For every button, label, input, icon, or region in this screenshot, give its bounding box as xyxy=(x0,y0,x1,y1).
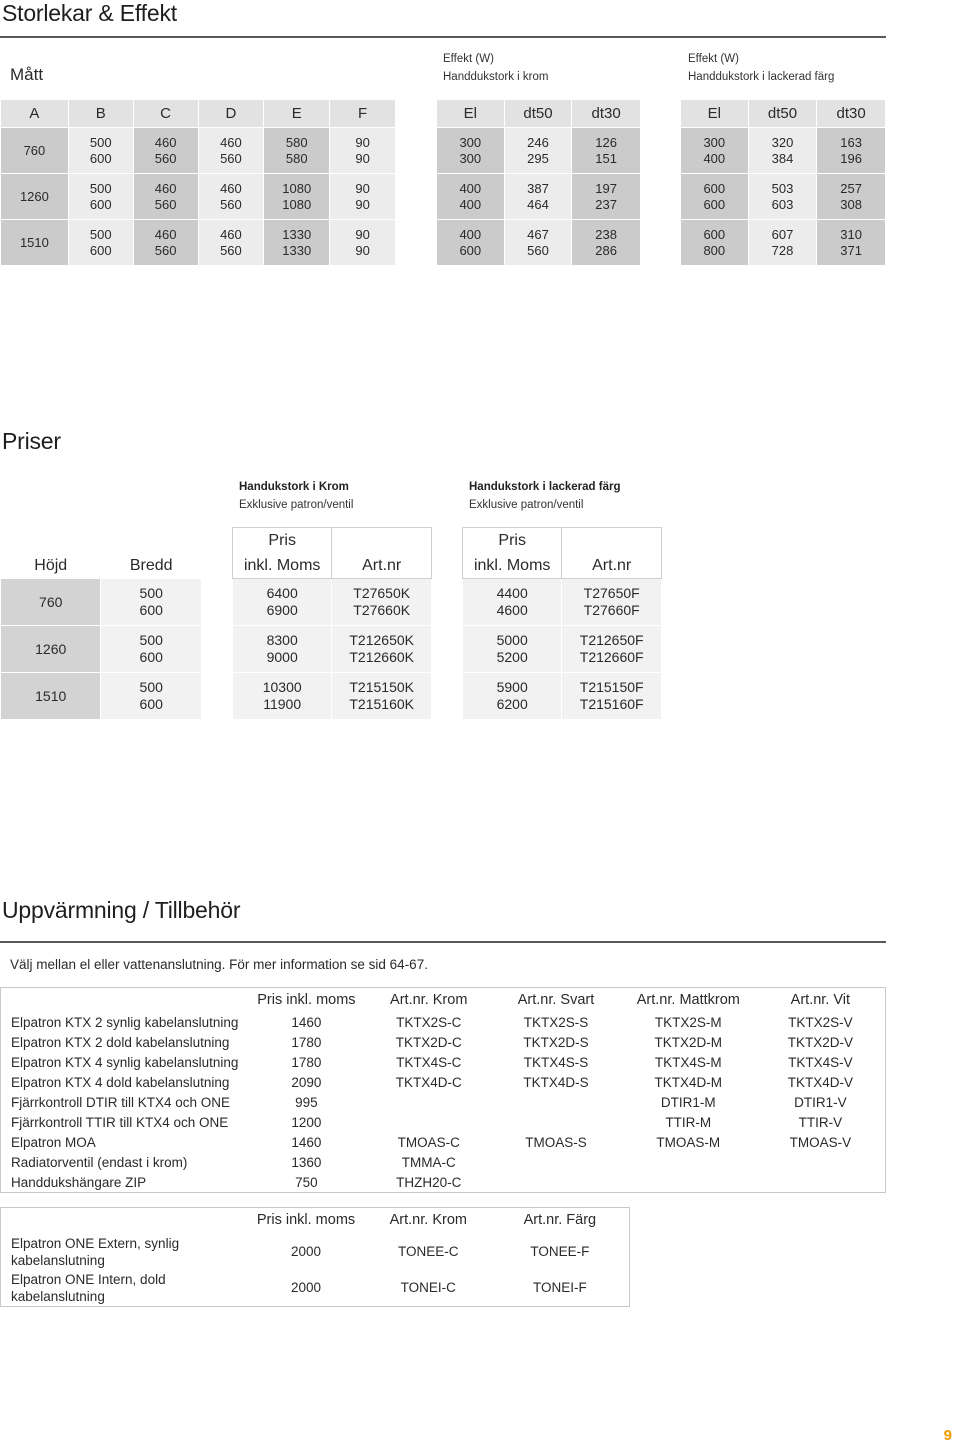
effekt-cell: 600 800 xyxy=(681,220,749,266)
dims-cell: 90 90 xyxy=(330,220,396,266)
effekt-cell: 503 603 xyxy=(748,174,817,220)
dims-table xyxy=(0,99,396,266)
bredd-cell: 500 600 xyxy=(101,673,202,720)
effekt-cell: 300 400 xyxy=(681,128,749,174)
effekt-cell: 126 151 xyxy=(572,128,641,174)
effekt-cell: 257 308 xyxy=(817,174,886,220)
one-header: Art.nr. Färg xyxy=(523,1212,597,1229)
effekt-cell: 238 286 xyxy=(572,220,641,266)
dims-label: Mått xyxy=(10,65,44,84)
hojd-cell: 1510 xyxy=(1,673,101,720)
dims-cell: 500 600 xyxy=(68,128,133,174)
table-row xyxy=(463,579,662,626)
dims-header: F xyxy=(330,100,396,128)
pris-cell: 10300 11900 xyxy=(233,673,332,720)
table-row: Handdukshängare ZIP 750 THZH20-C xyxy=(11,1174,462,1190)
hojd-cell: 1260 xyxy=(1,626,101,673)
effekt-cell: 400 600 xyxy=(437,220,505,266)
pris-cell: 4400 4600 xyxy=(463,579,562,626)
effekt-cell: 400 400 xyxy=(437,174,505,220)
artnr-header: Art.nr xyxy=(562,528,662,579)
effekt-cell: 310 371 xyxy=(817,220,886,266)
price-size-table xyxy=(0,527,202,720)
section-divider xyxy=(0,36,886,38)
table-row xyxy=(1,673,202,720)
section-divider xyxy=(0,941,886,943)
dims-cell: 460 560 xyxy=(133,174,198,220)
effekt-krom-line2: Handdukstork i krom xyxy=(443,71,549,83)
table-row: Elpatron KTX 2 synlig kabelanslutning 1460 TKTX2S-C TKTX2S-S TKTX2S-M TKTX2S-V xyxy=(11,1014,853,1030)
table-row: Fjärrkontroll DTIR till KTX4 och ONE 995 DTIR1-M DTIR1-V xyxy=(11,1094,847,1110)
dims-cell: 1330 1330 xyxy=(264,220,330,266)
effekt-cell: 246 295 xyxy=(504,128,572,174)
table-row xyxy=(233,626,432,673)
pris-header: Pris inkl. Moms xyxy=(233,528,332,579)
artnr-header: Art.nr xyxy=(332,528,432,579)
artnr-cell: T27650F T27660F xyxy=(562,579,662,626)
dims-cell: 460 560 xyxy=(198,174,264,220)
pris-header: Pris inkl. Moms xyxy=(463,528,562,579)
table-row xyxy=(233,579,432,626)
effekt-lack-header xyxy=(688,50,834,86)
dims-cell: 500 600 xyxy=(68,220,133,266)
table-row: Fjärrkontroll TTIR till KTX4 och ONE 1200 TTIR-M TTIR-V xyxy=(11,1114,843,1130)
effekt-lack-line2: Handdukstork i lackerad färg xyxy=(688,71,835,83)
price-krom-header xyxy=(239,478,353,514)
price-lack-sub: Exklusive patron/ventil xyxy=(469,499,584,511)
table-row xyxy=(233,673,432,720)
acc-header: Art.nr. Krom xyxy=(390,992,468,1008)
effekt-krom-line1: Effekt (W) xyxy=(443,53,494,65)
effekt-header: dt30 xyxy=(817,100,886,128)
effekt-cell: 387 464 xyxy=(504,174,572,220)
dims-header: E xyxy=(264,100,330,128)
table-row xyxy=(1,174,396,220)
effekt-cell: 163 196 xyxy=(817,128,886,174)
one-header: Pris inkl. moms xyxy=(256,1212,356,1229)
dims-header: A xyxy=(1,100,69,128)
dims-a: 760 xyxy=(1,128,69,174)
price-lack-header xyxy=(469,478,620,514)
table-row xyxy=(1,128,396,174)
artnr-cell: T27650K T27660K xyxy=(332,579,432,626)
dims-cell: 90 90 xyxy=(330,128,396,174)
dims-cell: 460 560 xyxy=(133,220,198,266)
acc-header: Pris inkl. moms xyxy=(257,992,356,1008)
effekt-lack-table xyxy=(680,99,886,266)
effekt-cell: 320 384 xyxy=(748,128,817,174)
dims-header: C xyxy=(133,100,198,128)
effekt-header: dt30 xyxy=(572,100,641,128)
hojd-cell: 760 xyxy=(1,579,101,626)
price-krom-title: Handukstork i Krom xyxy=(239,481,349,493)
acc-header: Art.nr. Vit xyxy=(790,992,851,1008)
dims-header: D xyxy=(198,100,264,128)
page-number: 9 xyxy=(943,1427,952,1444)
effekt-header: dt50 xyxy=(504,100,572,128)
table-row xyxy=(463,626,662,673)
table-row: Elpatron ONE Extern, synlig kabelanslutning 2000 TONEE-C TONEE-F xyxy=(11,1235,590,1268)
dims-cell: 460 560 xyxy=(133,128,198,174)
effekt-cell: 467 560 xyxy=(504,220,572,266)
one-header: Art.nr. Krom xyxy=(389,1212,467,1229)
section-title-prices: Priser xyxy=(2,428,61,454)
dims-cell: 460 560 xyxy=(198,128,264,174)
pris-cell: 8300 9000 xyxy=(233,626,332,673)
dims-cell: 580 580 xyxy=(264,128,330,174)
table-row: Elpatron KTX 2 dold kabelanslutning 1780 TKTX2D-C TKTX2D-S TKTX2D-M TKTX2D-V xyxy=(11,1034,853,1050)
table-row xyxy=(1,220,396,266)
dims-a: 1260 xyxy=(1,174,69,220)
price-krom-table xyxy=(232,527,432,720)
pris-cell: 5000 5200 xyxy=(463,626,562,673)
effekt-cell: 197 237 xyxy=(572,174,641,220)
dims-a: 1510 xyxy=(1,220,69,266)
effekt-header: El xyxy=(437,100,505,128)
table-row: Elpatron KTX 4 dold kabelanslutning 2090 TKTX4D-C TKTX4D-S TKTX4D-M TKTX4D-V xyxy=(11,1074,853,1090)
acc-header: Art.nr. Mattkrom xyxy=(636,992,740,1008)
dims-cell: 1080 1080 xyxy=(264,174,330,220)
section-title-heating: Uppvärmning / Tillbehör xyxy=(2,897,241,923)
hojd-header: Höjd xyxy=(1,528,101,579)
effekt-cell: 300 300 xyxy=(437,128,505,174)
dims-header: B xyxy=(68,100,133,128)
effekt-krom-header xyxy=(443,50,548,86)
table-row xyxy=(681,174,886,220)
price-lack-title: Handukstork i lackerad färg xyxy=(469,481,621,493)
effekt-cell: 600 600 xyxy=(681,174,749,220)
bredd-cell: 500 600 xyxy=(101,626,202,673)
table-row xyxy=(463,673,662,720)
dims-cell: 460 560 xyxy=(198,220,264,266)
effekt-header: dt50 xyxy=(748,100,817,128)
artnr-cell: T215150F T215160F xyxy=(562,673,662,720)
bredd-cell: 500 600 xyxy=(101,579,202,626)
pris-cell: 5900 6200 xyxy=(463,673,562,720)
price-krom-sub: Exklusive patron/ventil xyxy=(239,499,354,511)
table-row xyxy=(1,626,202,673)
dims-cell: 90 90 xyxy=(330,174,396,220)
effekt-krom-table xyxy=(436,99,641,266)
table-row: Elpatron ONE Intern, dold kabelanslutning 2000 TONEI-C TONEI-F xyxy=(11,1271,587,1304)
artnr-cell: T215150K T215160K xyxy=(332,673,432,720)
table-row xyxy=(437,174,641,220)
table-row: Radiatorventil (endast i krom) 1360 TMMA-C xyxy=(11,1154,456,1170)
table-row: Elpatron MOA 1460 TMOAS-C TMOAS-S TMOAS-M TMOAS-V xyxy=(11,1134,852,1150)
acc-header: Art.nr. Svart xyxy=(517,992,595,1008)
effekt-header: El xyxy=(681,100,749,128)
table-row xyxy=(437,128,641,174)
effekt-lack-line1: Effekt (W) xyxy=(688,53,739,65)
effekt-cell: 607 728 xyxy=(748,220,817,266)
price-lack-table xyxy=(462,527,662,720)
table-row: Elpatron KTX 4 synlig kabelanslutning 1780 TKTX4S-C TKTX4S-S TKTX4S-M TKTX4S-V xyxy=(11,1054,853,1070)
elpatron-one-table xyxy=(0,1207,630,1307)
dims-cell: 500 600 xyxy=(68,174,133,220)
artnr-cell: T212650K T212660K xyxy=(332,626,432,673)
table-row xyxy=(1,579,202,626)
accessory-table xyxy=(0,987,886,1193)
artnr-cell: T212650F T212660F xyxy=(562,626,662,673)
table-row xyxy=(437,220,641,266)
table-row xyxy=(681,128,886,174)
heating-intro: Välj mellan el eller vattenanslutning. För mer information se sid 64-67. xyxy=(10,957,428,972)
table-row xyxy=(681,220,886,266)
pris-cell: 6400 6900 xyxy=(233,579,332,626)
bredd-header: Bredd xyxy=(101,528,202,579)
section-title-sizes: Storlekar & Effekt xyxy=(2,0,177,26)
